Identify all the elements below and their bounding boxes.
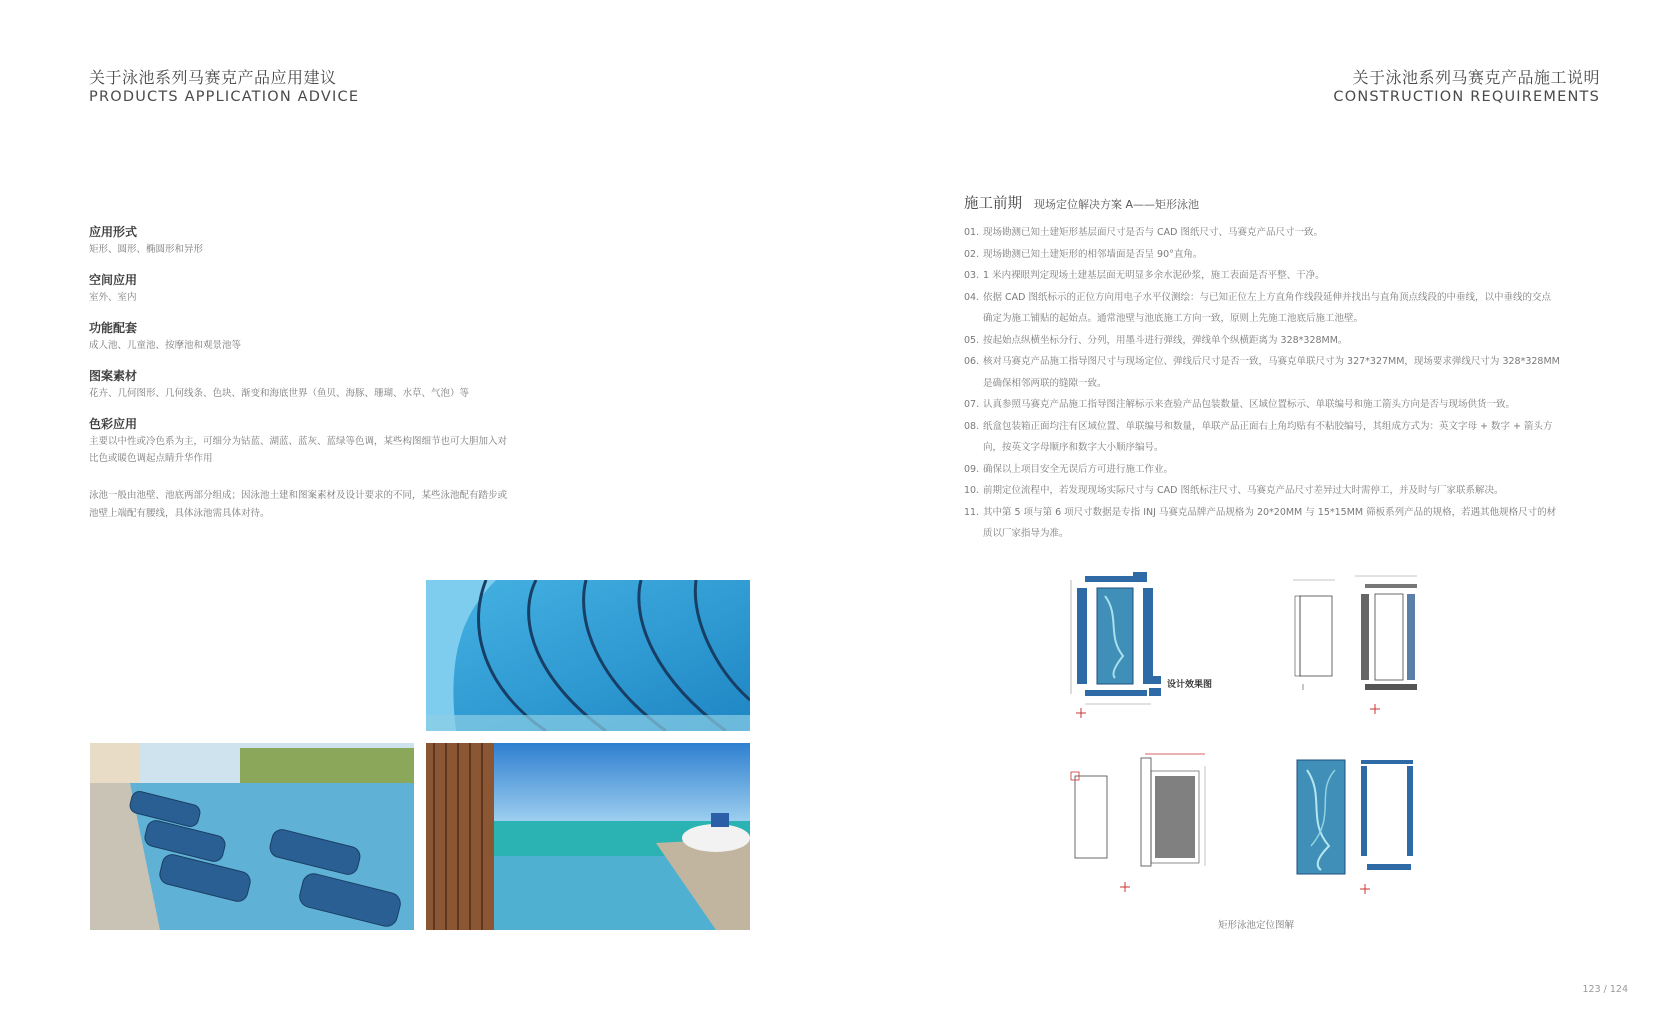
list-item	[964, 502, 1560, 545]
list-item	[964, 222, 1560, 244]
construction-heading	[964, 192, 1199, 213]
list-item	[964, 287, 1560, 330]
left-title-en: PRODUCTS APPLICATION ADVICE	[89, 89, 360, 105]
step-number: 04.	[964, 291, 980, 303]
diagram-wall-section	[1071, 754, 1205, 892]
step-text: 认真参照马赛克产品施工指导图注解标示来查验产品包装数量、区域位置标示、单联编号和施工箭头方向是否与现场供货一致。	[983, 399, 1516, 410]
list-item	[964, 459, 1560, 481]
infinity-pool-photo	[426, 743, 750, 930]
step-number: 06.	[964, 356, 980, 367]
list-item	[964, 330, 1560, 352]
step-number: 01.	[964, 227, 980, 238]
section-desc: 成人池、儿童池、按摩池和观景池等	[89, 340, 242, 351]
step-number: 02.	[964, 248, 980, 260]
section-pattern-material	[89, 368, 509, 402]
right-title-zh: 关于泳池系列马赛克产品施工说明	[1352, 68, 1600, 87]
section-desc: 花卉、几何图形、几何线条、色块、渐变和海底世界（鱼贝、海豚、珊瑚、水草、气泡）等	[89, 388, 470, 399]
list-item	[964, 416, 1560, 459]
pool-steps-photo	[426, 580, 750, 731]
step-number: 07.	[964, 399, 980, 410]
section-title: 空间应用	[89, 273, 138, 287]
list-item	[964, 394, 1560, 416]
page-number: 123 / 124	[1582, 984, 1628, 995]
pool-loungers-photo	[90, 743, 414, 930]
left-page-header	[89, 68, 359, 106]
step-text: 确保以上项目安全无误后方可进行施工作业。	[983, 463, 1174, 475]
section-title: 图案素材	[89, 369, 138, 383]
section-function	[89, 320, 509, 354]
diagram-caption: 矩形泳池定位图解	[1218, 920, 1295, 931]
diagram-design-effect	[1071, 572, 1212, 718]
list-item	[964, 351, 1560, 394]
step-number: 03.	[964, 270, 980, 281]
section-application-form	[89, 224, 509, 258]
step-text: 按起始点纵横坐标分行、分列，用墨斗进行弹线，弹线单个纵横距离为 328*328MM。	[983, 334, 1348, 346]
section-title: 功能配套	[89, 321, 138, 335]
diagram-wall-elevation	[1293, 576, 1417, 714]
list-item	[964, 244, 1560, 266]
step-text: 依据 CAD 图纸标示的正位方向用电子水平仪测绘：与已知正位左上方直角作线段延伸并找出与直角顶点线段的中垂线，以中垂线的交点确定为施工铺贴的起始点。通常池壁与池底施工方向一致，原则上先施工池底后施工池壁。	[983, 291, 1551, 324]
section-desc: 主要以中性或冷色系为主，可细分为钴蓝、湖蓝、蓝灰、蓝绿等色调，某些构图细节也可大胆加入对比色或暖色调起点睛升华作用	[89, 436, 508, 464]
diagram-floor-tiles	[1297, 760, 1413, 894]
step-text: 现场勘测已知土建矩形基层面尺寸是否与 CAD 图纸尺寸、马赛克产品尺寸一致。	[983, 227, 1323, 238]
step-text: 纸盒包装箱正面均注有区域位置、单联编号和数量，单联产品正面右上角均贴有不粘胶编号，其组成方式为：英文字母 + 数字 + 箭头方向，按英文字母顺序和数字大小顺序编号。	[983, 420, 1553, 453]
construction-subtitle: 现场定位解决方案 A——矩形泳池	[1034, 198, 1200, 211]
section-color-application	[89, 416, 509, 467]
section-space-application	[89, 272, 509, 306]
right-title-en: CONSTRUCTION REQUIREMENTS	[1333, 89, 1600, 105]
application-sections	[89, 224, 509, 481]
step-text: 前期定位流程中，若发现现场实际尺寸与 CAD 图纸标注尺寸、马赛克产品尺寸差异过大时需停工，并及时与厂家联系解决。	[983, 485, 1504, 496]
step-text: 现场勘测已知土建矩形的相邻墙面是否呈 90°直角。	[983, 248, 1203, 260]
step-text: 核对马赛克产品施工指导图尺寸与现场定位、弹线后尺寸是否一致，马赛克单联尺寸为 327*327MM，现场要求弹线尺寸为 328*328MM 是确保相邻两联的缝隙一致。	[983, 356, 1560, 389]
step-number: 10.	[964, 485, 980, 496]
section-title: 应用形式	[89, 225, 138, 239]
section-title: 色彩应用	[89, 417, 138, 431]
design-effect-label: 设计效果图	[1167, 680, 1213, 690]
right-page-header	[1333, 68, 1600, 106]
positioning-diagrams	[1045, 566, 1465, 916]
step-number: 08.	[964, 420, 980, 432]
construction-title: 施工前期	[964, 196, 1022, 212]
list-item	[964, 480, 1560, 502]
list-item	[964, 265, 1560, 287]
section-desc: 室外、室内	[89, 292, 137, 303]
construction-steps	[964, 222, 1560, 545]
step-text: 1 米内裸眼判定现场土建基层面无明显多余水泥砂浆，施工表面是否平整、干净。	[983, 270, 1325, 281]
left-title-zh: 关于泳池系列马赛克产品应用建议	[89, 68, 337, 87]
pool-note: 泳池一般由池壁、池底两部分组成；因泳池土建和图案素材及设计要求的不同，某些泳池配有踏步或池壁上端配有腰线，具体泳池需具体对待。	[89, 490, 508, 519]
step-text: 其中第 5 项与第 6 项尺寸数据是专指 INJ 马赛克品牌产品规格为 20*20MM 与 15*15MM 筛板系列产品的规格，若遇其他规格尺寸的材质以厂家指导为准。	[983, 506, 1557, 539]
step-number: 05.	[964, 334, 980, 346]
step-number: 11.	[964, 506, 980, 518]
step-number: 09.	[964, 463, 980, 475]
section-desc: 矩形、圆形、椭圆形和异形	[89, 244, 204, 255]
